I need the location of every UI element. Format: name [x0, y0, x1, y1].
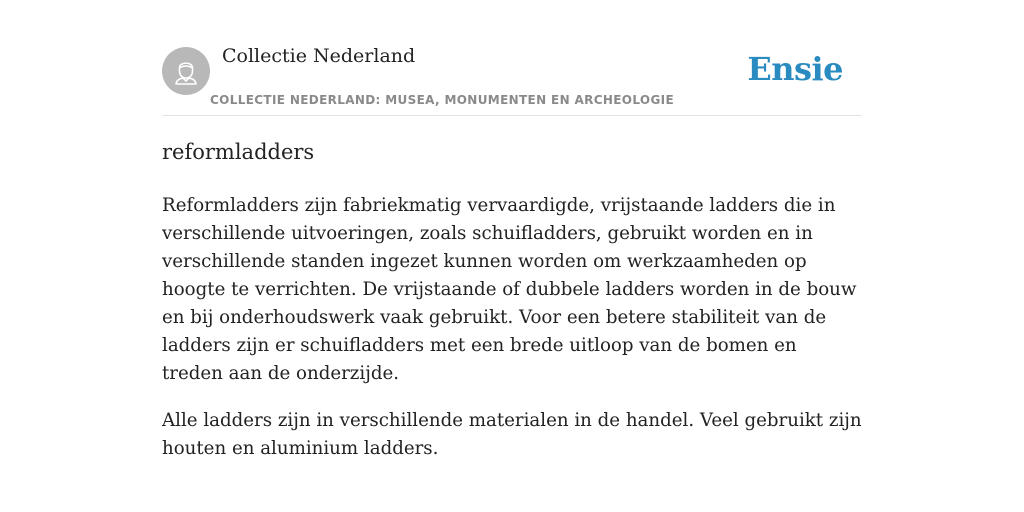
article-body — [162, 192, 862, 482]
article-paragraph: Reformladders zijn fabriekmatig vervaardigde, vrijstaande ladders die in verschillende uitvoeringen, zoals schuifladders, gebruikt worden en in verschillende standen ingezet kunnen worden om werkzaamheden op hoogte te verrichten. De vrijstaande of dubbele ladders worden in de bouw en bij onderhoudswerk vaak gebruikt. Voor een betere stabiliteit van de ladders zijn er schuifladders met een brede uitloop van de bomen en treden aan de onderzijde. — [162, 195, 857, 384]
avatar[interactable] — [162, 47, 210, 95]
source-label[interactable]: COLLECTIE NEDERLAND: MUSEA, MONUMENTEN EN ARCHEOLOGIE — [210, 93, 675, 107]
article-paragraph: Alle ladders zijn in verschillende materialen in de handel. Veel gebruikt zijn houten en aluminium ladders. — [162, 410, 862, 459]
header — [162, 0, 862, 116]
user-silhouette-icon — [162, 47, 210, 95]
ensie-logo[interactable]: Ensie — [747, 50, 843, 88]
author-name[interactable]: Collectie Nederland — [222, 45, 416, 67]
article-title: reformladders — [162, 140, 315, 164]
